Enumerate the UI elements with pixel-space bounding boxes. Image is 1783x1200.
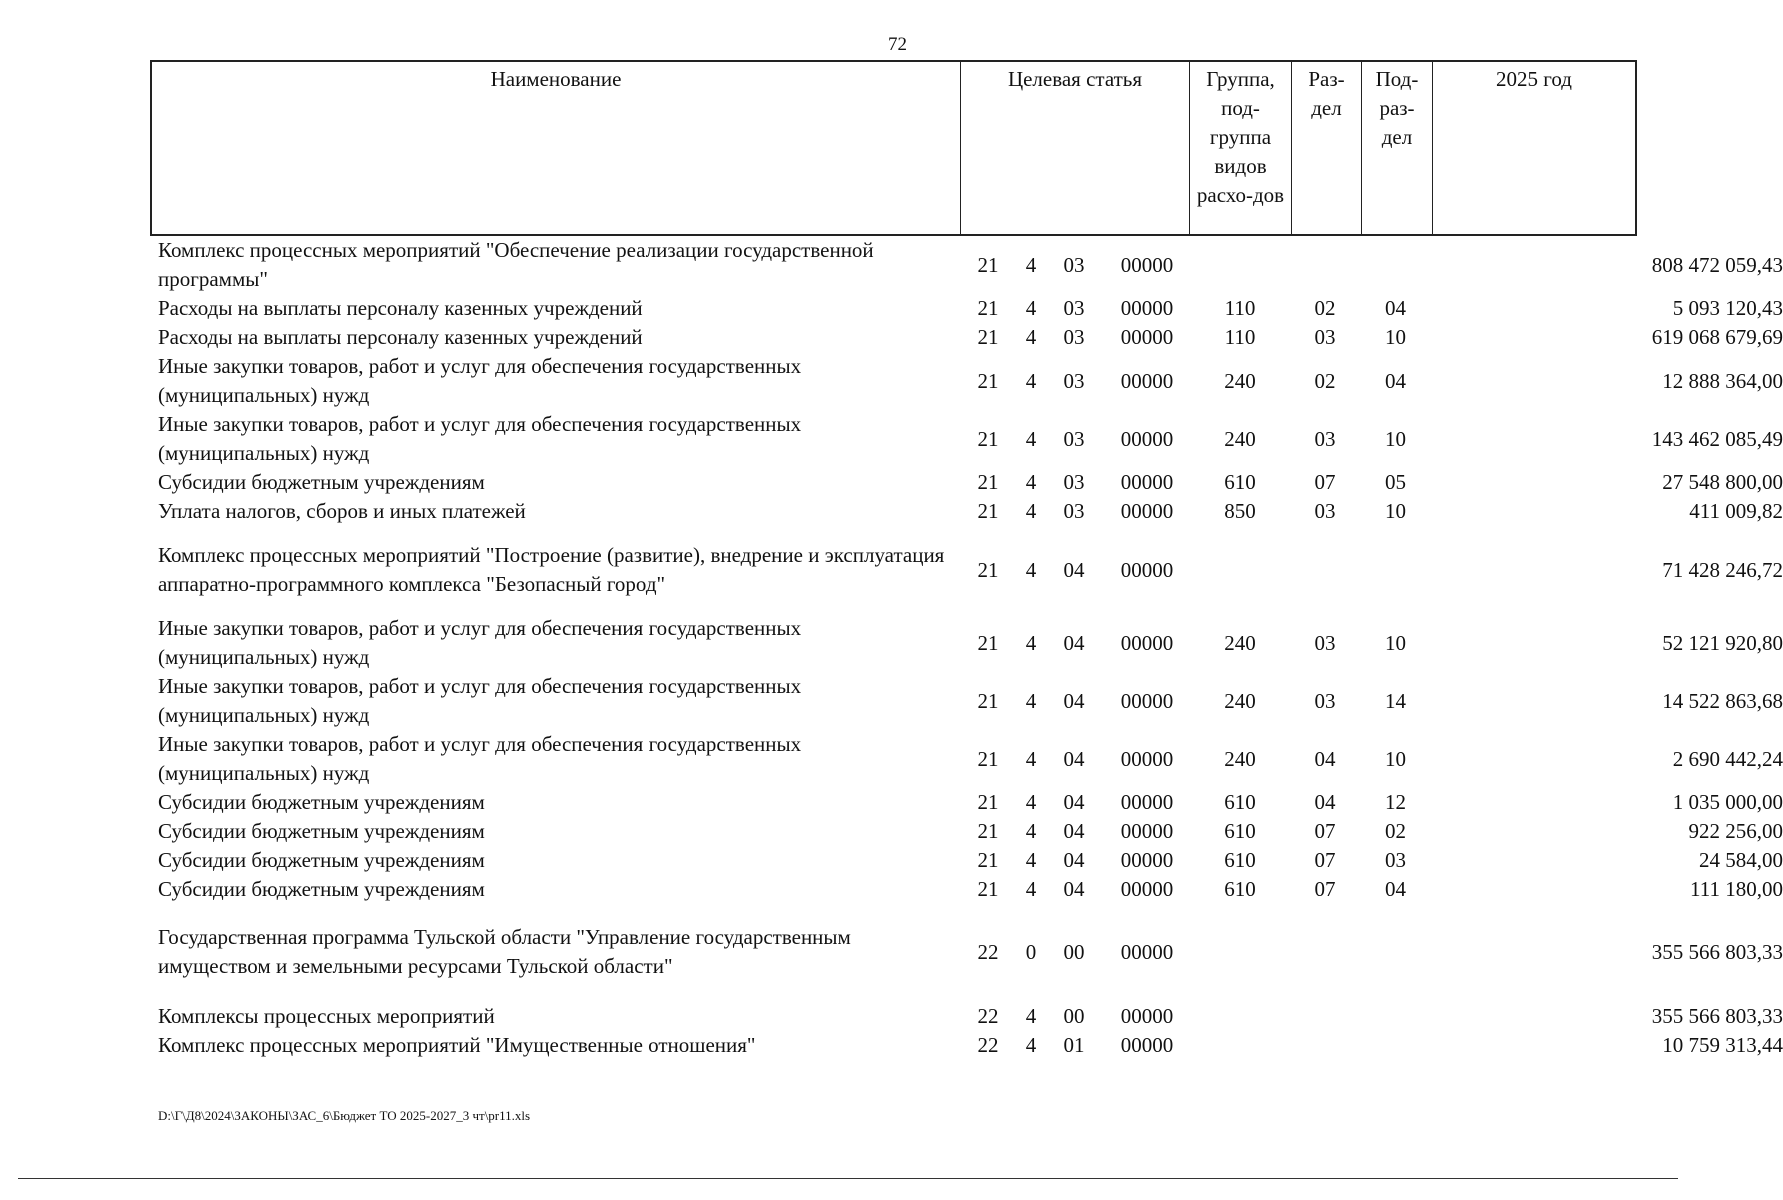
row-target-direction: 00000 bbox=[1120, 368, 1174, 393]
table-row bbox=[150, 875, 1783, 904]
table-row bbox=[150, 294, 1783, 323]
row-name: Субсидии бюджетным учреждениям bbox=[158, 819, 485, 843]
row-target-direction: 00000 bbox=[1120, 848, 1174, 872]
row-podrazdel: 03 bbox=[1385, 848, 1406, 872]
row-razdel: 07 bbox=[1314, 877, 1336, 901]
row-podrazdel: 10 bbox=[1385, 499, 1406, 523]
row-expense-group: 610 bbox=[1224, 877, 1256, 901]
row-podrazdel bbox=[1360, 1031, 1431, 1060]
row-razdel: 07 bbox=[1314, 819, 1336, 843]
table-row bbox=[150, 788, 1783, 817]
row-target-structural: 03 bbox=[1063, 296, 1085, 320]
row-target-type: 4 bbox=[1025, 296, 1037, 320]
header-expense-group: Группа, под-группа видов расхо-дов bbox=[1190, 62, 1292, 234]
header-razdel: Раз-дел bbox=[1292, 62, 1362, 234]
row-expense-group: 610 bbox=[1224, 470, 1256, 494]
row-target-direction: 00000 bbox=[1120, 426, 1174, 451]
row-target-structural: 03 bbox=[1063, 368, 1085, 393]
row-target-structural: 04 bbox=[1063, 819, 1085, 843]
row-podrazdel: 05 bbox=[1385, 470, 1406, 494]
row-name: Иные закупки товаров, работ и услуг для обеспечения государственных (муниципальных) нужд bbox=[158, 616, 802, 669]
row-podrazdel bbox=[1360, 236, 1431, 294]
row-amount: 143 462 085,49 bbox=[1651, 426, 1783, 451]
row-name: Субсидии бюджетным учреждениям bbox=[158, 877, 485, 901]
row-amount: 2 690 442,24 bbox=[1672, 746, 1783, 771]
row-target-program: 21 bbox=[977, 470, 999, 494]
header-target-article: Целевая статья bbox=[961, 62, 1190, 234]
row-amount: 411 009,82 bbox=[1689, 499, 1783, 523]
row-target-type: 4 bbox=[1025, 252, 1037, 277]
row-podrazdel: 04 bbox=[1385, 877, 1406, 901]
row-target-structural: 03 bbox=[1063, 470, 1085, 494]
row-target-program: 21 bbox=[977, 325, 999, 349]
row-podrazdel bbox=[1360, 526, 1431, 614]
row-target-direction: 00000 bbox=[1120, 325, 1174, 349]
row-target-structural: 04 bbox=[1063, 630, 1085, 655]
row-expense-group: 610 bbox=[1224, 848, 1256, 872]
row-target-structural: 04 bbox=[1063, 688, 1085, 713]
row-target-direction: 00000 bbox=[1120, 688, 1174, 713]
row-name: Комплексы процессных мероприятий bbox=[158, 1004, 495, 1028]
row-target-structural: 04 bbox=[1063, 746, 1085, 771]
row-expense-group bbox=[1190, 526, 1290, 614]
row-target-structural: 03 bbox=[1063, 426, 1085, 451]
header-name: Наименование bbox=[152, 62, 961, 234]
row-razdel: 04 bbox=[1314, 790, 1336, 814]
table-row bbox=[150, 730, 1783, 788]
row-razdel: 03 bbox=[1314, 325, 1336, 349]
row-target-type: 4 bbox=[1025, 499, 1037, 523]
table-row bbox=[150, 236, 1783, 294]
row-podrazdel: 10 bbox=[1385, 325, 1406, 349]
row-target-program: 21 bbox=[977, 252, 999, 277]
row-target-direction: 00000 bbox=[1120, 470, 1174, 494]
row-target-type: 4 bbox=[1025, 557, 1037, 582]
row-target-type: 4 bbox=[1025, 368, 1037, 393]
row-target-structural: 04 bbox=[1063, 557, 1085, 582]
row-target-program: 21 bbox=[977, 296, 999, 320]
table-row bbox=[150, 912, 1783, 992]
row-razdel: 02 bbox=[1314, 368, 1336, 393]
row-amount: 808 472 059,43 bbox=[1651, 252, 1783, 277]
row-target-program: 21 bbox=[977, 790, 999, 814]
row-expense-group: 850 bbox=[1224, 499, 1256, 523]
row-razdel bbox=[1290, 526, 1360, 614]
row-razdel: 07 bbox=[1314, 848, 1336, 872]
row-target-program: 21 bbox=[977, 426, 999, 451]
row-podrazdel: 02 bbox=[1385, 819, 1406, 843]
row-target-program: 21 bbox=[977, 368, 999, 393]
row-target-type: 4 bbox=[1025, 325, 1037, 349]
row-target-direction: 00000 bbox=[1120, 1004, 1174, 1028]
row-target-direction: 00000 bbox=[1120, 499, 1174, 523]
row-target-program: 22 bbox=[977, 1004, 999, 1028]
row-target-structural: 04 bbox=[1063, 877, 1085, 901]
row-name: Государственная программа Тульской области "Управление государственным имуществом и земельными ресурсами Тульской области" bbox=[158, 925, 851, 978]
row-target-program: 21 bbox=[977, 688, 999, 713]
row-target-structural: 03 bbox=[1063, 499, 1085, 523]
row-target-structural: 04 bbox=[1063, 790, 1085, 814]
row-expense-group bbox=[1190, 1031, 1290, 1060]
row-target-direction: 00000 bbox=[1120, 939, 1174, 964]
row-name: Иные закупки товаров, работ и услуг для обеспечения государственных (муниципальных) нужд bbox=[158, 674, 802, 727]
table-row bbox=[150, 1031, 1783, 1060]
row-expense-group bbox=[1190, 236, 1290, 294]
row-expense-group bbox=[1190, 1002, 1290, 1031]
row-target-program: 21 bbox=[977, 557, 999, 582]
row-razdel bbox=[1290, 1031, 1360, 1060]
row-target-direction: 00000 bbox=[1120, 557, 1174, 582]
row-podrazdel: 14 bbox=[1385, 688, 1406, 713]
row-target-direction: 00000 bbox=[1120, 819, 1174, 843]
row-target-program: 22 bbox=[977, 939, 999, 964]
row-podrazdel: 10 bbox=[1385, 746, 1406, 771]
row-name: Иные закупки товаров, работ и услуг для обеспечения государственных (муниципальных) нужд bbox=[158, 354, 802, 407]
table-row bbox=[150, 672, 1783, 730]
row-target-type: 4 bbox=[1025, 848, 1037, 872]
table-row bbox=[150, 614, 1783, 672]
row-name: Субсидии бюджетным учреждениям bbox=[158, 848, 485, 872]
table-row bbox=[150, 526, 1783, 614]
row-target-structural: 01 bbox=[1063, 1033, 1085, 1057]
row-amount: 5 093 120,43 bbox=[1672, 296, 1783, 320]
row-target-type: 4 bbox=[1025, 746, 1037, 771]
table-row bbox=[150, 468, 1783, 497]
row-target-structural: 04 bbox=[1063, 848, 1085, 872]
row-target-program: 21 bbox=[977, 746, 999, 771]
row-target-structural: 03 bbox=[1063, 252, 1085, 277]
row-razdel bbox=[1290, 912, 1360, 992]
row-expense-group: 610 bbox=[1224, 819, 1256, 843]
row-target-direction: 00000 bbox=[1120, 1033, 1174, 1057]
row-target-program: 21 bbox=[977, 630, 999, 655]
table-row bbox=[150, 323, 1783, 352]
row-target-direction: 00000 bbox=[1120, 296, 1174, 320]
header-year-2025: 2025 год bbox=[1496, 67, 1572, 91]
row-target-type: 4 bbox=[1025, 790, 1037, 814]
row-amount: 111 180,00 bbox=[1690, 877, 1783, 901]
row-amount: 24 584,00 bbox=[1699, 848, 1783, 872]
row-amount: 619 068 679,69 bbox=[1651, 325, 1783, 349]
row-podrazdel: 12 bbox=[1385, 790, 1406, 814]
row-razdel: 03 bbox=[1314, 426, 1336, 451]
row-amount: 355 566 803,33 bbox=[1651, 1004, 1783, 1028]
table-row bbox=[150, 410, 1783, 468]
row-amount: 922 256,00 bbox=[1688, 819, 1783, 843]
row-name: Иные закупки товаров, работ и услуг для обеспечения государственных (муниципальных) нужд bbox=[158, 732, 802, 785]
row-name: Комплекс процессных мероприятий "Обеспечение реализации государственной программы" bbox=[158, 238, 874, 291]
row-target-type: 4 bbox=[1025, 688, 1037, 713]
row-podrazdel bbox=[1360, 1002, 1431, 1031]
table-row bbox=[150, 817, 1783, 846]
table-row bbox=[150, 1002, 1783, 1031]
row-razdel: 03 bbox=[1314, 688, 1336, 713]
row-target-structural: 03 bbox=[1063, 325, 1085, 349]
row-target-direction: 00000 bbox=[1120, 630, 1174, 655]
row-target-type: 0 bbox=[1025, 939, 1037, 964]
row-target-type: 4 bbox=[1025, 630, 1037, 655]
row-target-program: 21 bbox=[977, 499, 999, 523]
row-amount: 10 759 313,44 bbox=[1662, 1033, 1783, 1057]
row-amount: 71 428 246,72 bbox=[1662, 557, 1783, 582]
row-razdel: 03 bbox=[1314, 630, 1336, 655]
row-name: Уплата налогов, сборов и иных платежей bbox=[158, 499, 526, 523]
row-name: Расходы на выплаты персоналу казенных учреждений bbox=[158, 296, 643, 320]
row-target-type: 4 bbox=[1025, 1033, 1037, 1057]
row-target-program: 21 bbox=[977, 819, 999, 843]
table-row bbox=[150, 497, 1783, 526]
row-target-direction: 00000 bbox=[1120, 877, 1174, 901]
row-target-direction: 00000 bbox=[1120, 790, 1174, 814]
row-amount: 52 121 920,80 bbox=[1662, 630, 1783, 655]
row-amount: 355 566 803,33 bbox=[1651, 939, 1783, 964]
row-amount: 12 888 364,00 bbox=[1662, 368, 1783, 393]
row-razdel: 02 bbox=[1314, 296, 1336, 320]
row-name: Иные закупки товаров, работ и услуг для обеспечения государственных (муниципальных) нужд bbox=[158, 412, 802, 465]
row-expense-group: 240 bbox=[1224, 426, 1256, 451]
row-razdel: 04 bbox=[1314, 746, 1336, 771]
row-target-structural: 00 bbox=[1063, 939, 1085, 964]
row-target-program: 22 bbox=[977, 1033, 999, 1057]
page-number: 72 bbox=[888, 34, 907, 55]
row-target-structural: 00 bbox=[1063, 1004, 1085, 1028]
row-target-direction: 00000 bbox=[1120, 746, 1174, 771]
row-razdel: 07 bbox=[1314, 470, 1336, 494]
row-podrazdel bbox=[1360, 912, 1431, 992]
row-amount: 1 035 000,00 bbox=[1672, 790, 1783, 814]
row-target-type: 4 bbox=[1025, 1004, 1037, 1028]
row-name: Субсидии бюджетным учреждениям bbox=[158, 790, 485, 814]
header-podrazdel: Под-раз-дел bbox=[1362, 62, 1433, 234]
row-target-program: 21 bbox=[977, 848, 999, 872]
row-expense-group: 110 bbox=[1224, 296, 1256, 320]
row-expense-group: 110 bbox=[1224, 325, 1256, 349]
row-target-type: 4 bbox=[1025, 426, 1037, 451]
row-podrazdel: 04 bbox=[1385, 368, 1406, 393]
row-expense-group: 240 bbox=[1224, 746, 1256, 771]
row-name: Субсидии бюджетным учреждениям bbox=[158, 470, 485, 494]
table-row bbox=[150, 352, 1783, 410]
row-target-type: 4 bbox=[1025, 877, 1037, 901]
row-amount: 27 548 800,00 bbox=[1662, 470, 1783, 494]
row-podrazdel: 10 bbox=[1385, 630, 1406, 655]
row-target-type: 4 bbox=[1025, 819, 1037, 843]
row-expense-group: 240 bbox=[1224, 630, 1256, 655]
row-razdel: 03 bbox=[1314, 499, 1336, 523]
row-expense-group: 610 bbox=[1224, 790, 1256, 814]
row-target-direction: 00000 bbox=[1120, 252, 1174, 277]
table-row bbox=[150, 846, 1783, 875]
row-target-program: 21 bbox=[977, 877, 999, 901]
row-name: Комплекс процессных мероприятий "Имущественные отношения" bbox=[158, 1033, 756, 1057]
row-expense-group: 240 bbox=[1224, 688, 1256, 713]
row-name: Расходы на выплаты персоналу казенных учреждений bbox=[158, 325, 643, 349]
row-podrazdel: 04 bbox=[1385, 296, 1406, 320]
row-amount: 14 522 863,68 bbox=[1662, 688, 1783, 713]
row-razdel bbox=[1290, 1002, 1360, 1031]
bottom-divider bbox=[18, 1178, 1678, 1179]
row-target-type: 4 bbox=[1025, 470, 1037, 494]
row-razdel bbox=[1290, 236, 1360, 294]
row-expense-group bbox=[1190, 912, 1290, 992]
file-path-footer: D:\Г\Д8\2024\ЗАКОНЫ\ЗАС_6\Бюджет ТО 2025-2027_3 чт\pr11.xls bbox=[158, 1108, 531, 1123]
row-expense-group: 240 bbox=[1224, 368, 1256, 393]
row-name: Комплекс процессных мероприятий "Построение (развитие), внедрение и эксплуатация аппаратно-программного комплекса "Безопасный город" bbox=[158, 543, 945, 596]
row-podrazdel: 10 bbox=[1385, 426, 1406, 451]
table-header bbox=[150, 60, 1637, 236]
